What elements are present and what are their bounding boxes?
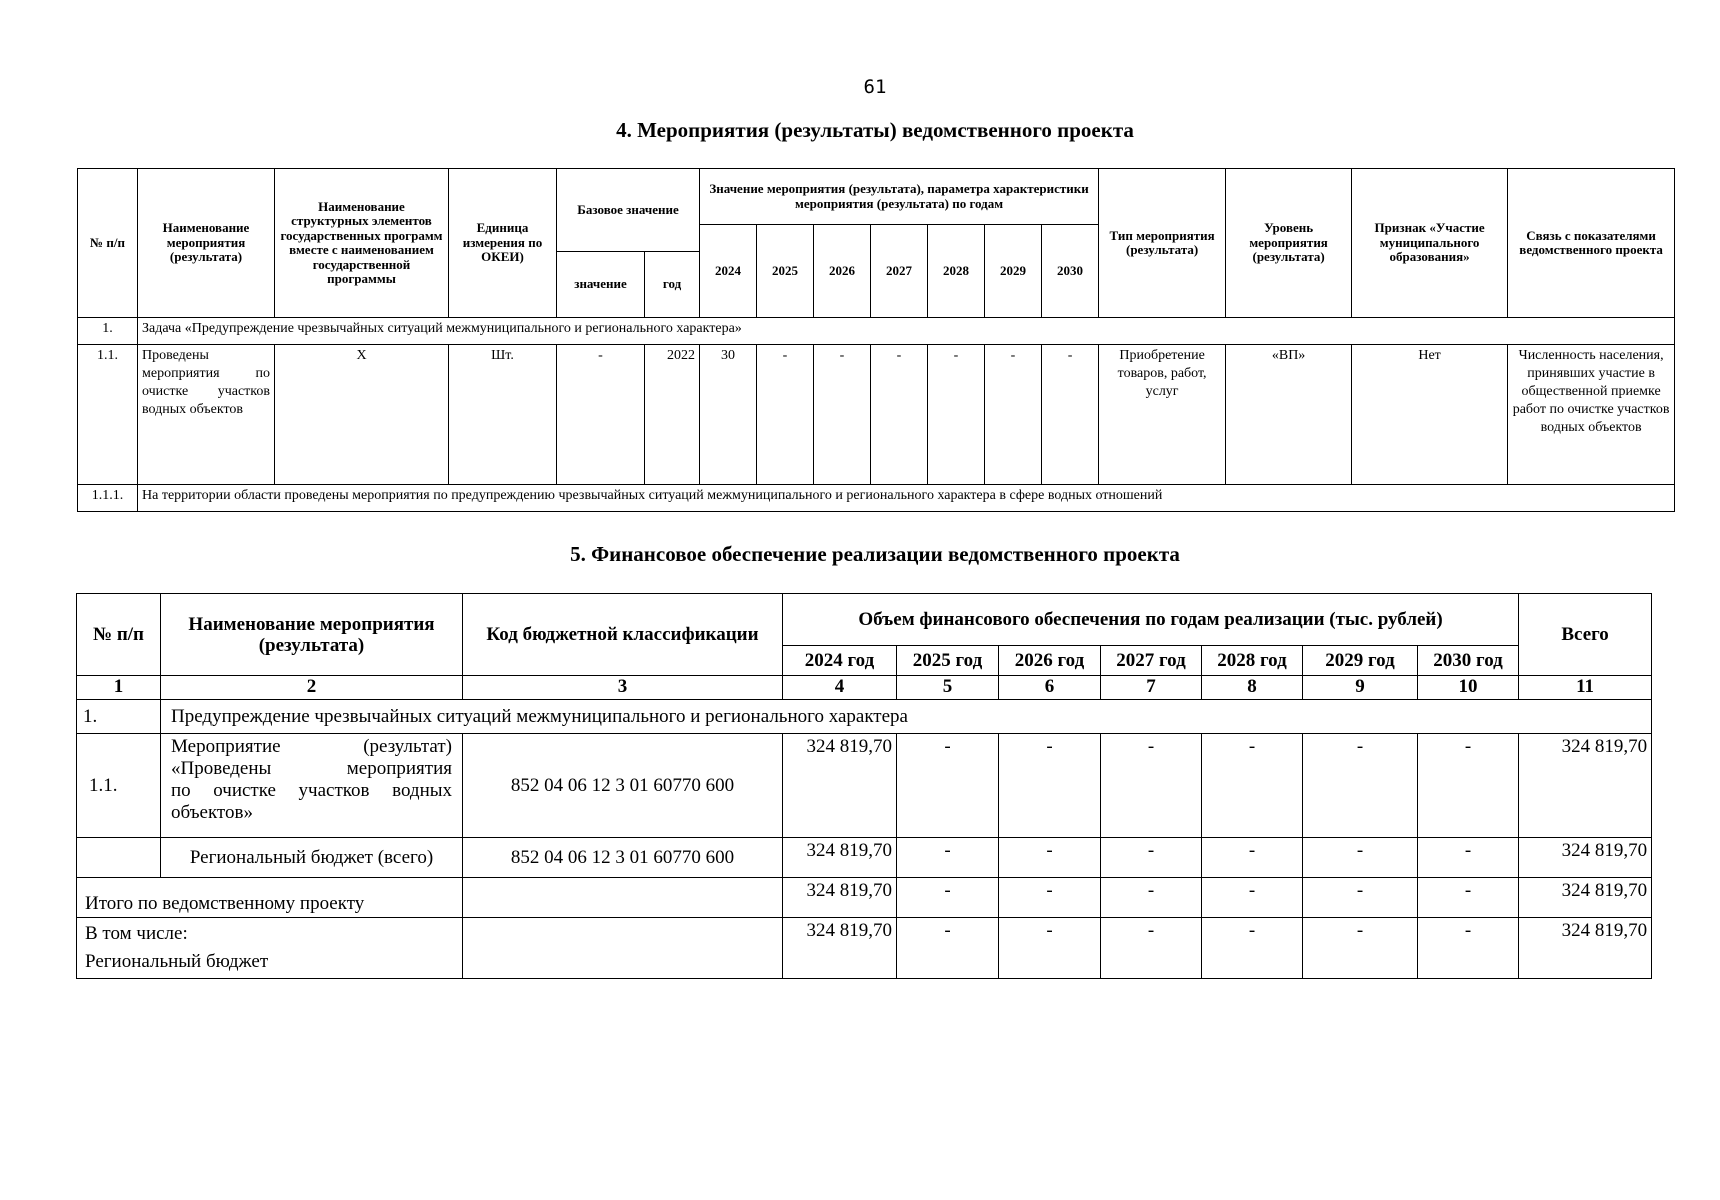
fin-header-year: 2028 год	[1202, 646, 1303, 676]
finance-table	[76, 593, 1652, 979]
fin-regional-code: 852 04 06 12 3 01 60770 600	[463, 838, 783, 878]
fin-item-value: -	[897, 734, 999, 838]
col-number: 6	[999, 676, 1101, 700]
fin-header-year: 2030 год	[1418, 646, 1519, 676]
fin-total-value: -	[1101, 878, 1202, 918]
item-link: Численность населения, принявших участие в общественной приемке работ по очистке участков водных объектов	[1508, 345, 1675, 485]
col-number: 10	[1418, 676, 1519, 700]
fin-header-year: 2025 год	[897, 646, 999, 676]
fin-item-num: 1.1.	[77, 734, 161, 838]
fin-header-year: 2027 год	[1101, 646, 1202, 676]
fin-header-code: Код бюджетной классификации	[463, 594, 783, 676]
header-year: 2030	[1042, 225, 1099, 318]
header-year: 2024	[700, 225, 757, 318]
col-number: 3	[463, 676, 783, 700]
fin-total-code	[463, 878, 783, 918]
col-number: 7	[1101, 676, 1202, 700]
item-value: -	[757, 345, 814, 485]
fin-incl-label	[77, 918, 463, 979]
fin-regional-value: 324 819,70	[783, 838, 897, 878]
fin-incl-code	[463, 918, 783, 979]
header-year: 2027	[871, 225, 928, 318]
fin-total-value: -	[999, 878, 1101, 918]
fin-incl-value: -	[1418, 918, 1519, 979]
header-type: Тип мероприятия (результата)	[1099, 169, 1226, 318]
fin-item-name-line: объектов»	[171, 802, 253, 823]
results-table	[77, 168, 1675, 512]
fin-total-value: -	[1418, 878, 1519, 918]
fin-item-value: -	[1202, 734, 1303, 838]
header-link: Связь с показателями ведомственного проекта	[1508, 169, 1675, 318]
header-year: 2028	[928, 225, 985, 318]
task-row	[78, 318, 1675, 345]
fin-incl-value: -	[1303, 918, 1418, 979]
fin-item-name-line: по очистке участков водных	[171, 780, 452, 801]
fin-header-num: № п/п	[77, 594, 161, 676]
header-name: Наименование мероприятия (результата)	[138, 169, 275, 318]
header-base-value: значение	[557, 252, 645, 318]
header-base: Базовое значение	[557, 169, 700, 252]
group-row	[77, 700, 1652, 734]
fin-total-total: 324 819,70	[1519, 878, 1652, 918]
fin-header-total: Всего	[1519, 594, 1652, 676]
fin-regional-value: -	[1303, 838, 1418, 878]
header-base-year: год	[645, 252, 700, 318]
fin-item-value: -	[1418, 734, 1519, 838]
fin-regional-value: -	[1101, 838, 1202, 878]
section5-title: 5. Финансовое обеспечение реализации ведомственного проекта	[570, 542, 1180, 566]
fin-header-year: 2024 год	[783, 646, 897, 676]
col-number: 2	[161, 676, 463, 700]
item-num: 1.1.	[78, 345, 138, 485]
fin-incl-total: 324 819,70	[1519, 918, 1652, 979]
item-value: -	[928, 345, 985, 485]
header-year: 2026	[814, 225, 871, 318]
table-row	[78, 345, 1675, 485]
task-text: Задача «Предупреждение чрезвычайных ситуаций межмуниципального и регионального характера»	[138, 318, 1675, 345]
header-unit: Единица измерения по ОКЕИ)	[449, 169, 557, 318]
col-number: 1	[77, 676, 161, 700]
col-number: 11	[1519, 676, 1652, 700]
item-struct: Х	[275, 345, 449, 485]
sub-text: На территории области проведены мероприятия по предупреждению чрезвычайных ситуаций межмуниципального и регионального характера в сфере водных отношений	[138, 485, 1675, 512]
sub-row	[78, 485, 1675, 512]
header-level: Уровень мероприятия (результата)	[1226, 169, 1352, 318]
fin-item-name-line: Мероприятие (результат)	[171, 736, 452, 757]
fin-total-value: 324 819,70	[783, 878, 897, 918]
fin-incl-value: -	[1202, 918, 1303, 979]
fin-regional-name: Региональный бюджет (всего)	[161, 838, 463, 878]
fin-incl-label-line1: В том числе:	[85, 923, 188, 944]
item-value: -	[814, 345, 871, 485]
fin-regional-value: -	[897, 838, 999, 878]
item-level: «ВП»	[1226, 345, 1352, 485]
item-value: -	[985, 345, 1042, 485]
fin-total-value: -	[1303, 878, 1418, 918]
fin-item-value: -	[999, 734, 1101, 838]
col-number: 4	[783, 676, 897, 700]
header-year: 2025	[757, 225, 814, 318]
sub-num: 1.1.1.	[78, 485, 138, 512]
fin-item-value: -	[1101, 734, 1202, 838]
fin-header-year: 2029 год	[1303, 646, 1418, 676]
fin-header-volume: Объем финансового обеспечения по годам реализации (тыс. рублей)	[783, 594, 1519, 646]
table-row	[77, 878, 1652, 918]
col-number: 8	[1202, 676, 1303, 700]
table-row	[77, 838, 1652, 878]
item-value: -	[1042, 345, 1099, 485]
fin-incl-value: -	[1101, 918, 1202, 979]
header-num: № п/п	[78, 169, 138, 318]
header-struct: Наименование структурных элементов государственных программ вместе с наименованием государственной программы	[275, 169, 449, 318]
fin-regional-value: -	[999, 838, 1101, 878]
fin-item-value: -	[1303, 734, 1418, 838]
item-base-value: -	[557, 345, 645, 485]
item-value: -	[871, 345, 928, 485]
fin-item-code: 852 04 06 12 3 01 60770 600	[463, 734, 783, 838]
fin-header-name: Наименование мероприятия (результата)	[161, 594, 463, 676]
item-base-year: 2022	[645, 345, 700, 485]
fin-incl-value: 324 819,70	[783, 918, 897, 979]
fin-regional-num	[77, 838, 161, 878]
section4-title: 4. Мероприятия (результаты) ведомственного проекта	[616, 118, 1134, 142]
fin-incl-value: -	[999, 918, 1101, 979]
fin-regional-value: -	[1418, 838, 1519, 878]
fin-regional-value: -	[1202, 838, 1303, 878]
item-type: Приобретение товаров, работ, услуг	[1099, 345, 1226, 485]
fin-item-name	[161, 734, 463, 838]
fin-total-value: -	[1202, 878, 1303, 918]
fin-total-value: -	[897, 878, 999, 918]
header-sign: Признак «Участие муниципального образования»	[1352, 169, 1508, 318]
column-numbers-row	[77, 676, 1652, 700]
col-number: 5	[897, 676, 999, 700]
group-text: Предупреждение чрезвычайных ситуаций межмуниципального и регионального характера	[161, 700, 1652, 734]
fin-header-year: 2026 год	[999, 646, 1101, 676]
item-unit: Шт.	[449, 345, 557, 485]
item-value: 30	[700, 345, 757, 485]
table-row	[77, 918, 1652, 979]
fin-total-label: Итого по ведомственному проекту	[77, 878, 463, 918]
table-row	[77, 734, 1652, 838]
page-number: 61	[863, 76, 887, 98]
header-year: 2029	[985, 225, 1042, 318]
fin-item-name-line: «Проведены мероприятия	[171, 758, 452, 779]
fin-incl-value: -	[897, 918, 999, 979]
item-sign: Нет	[1352, 345, 1508, 485]
task-num: 1.	[78, 318, 138, 345]
fin-item-total: 324 819,70	[1519, 734, 1652, 838]
item-name: Проведены мероприятия по очистке участков водных объектов	[138, 345, 275, 485]
col-number: 9	[1303, 676, 1418, 700]
fin-incl-label-line2: Региональный бюджет	[85, 951, 269, 972]
fin-item-value: 324 819,70	[783, 734, 897, 838]
header-values-by-year: Значение мероприятия (результата), параметра характеристики мероприятия (результата) по годам	[700, 169, 1099, 225]
fin-regional-total: 324 819,70	[1519, 838, 1652, 878]
group-num: 1.	[77, 700, 161, 734]
